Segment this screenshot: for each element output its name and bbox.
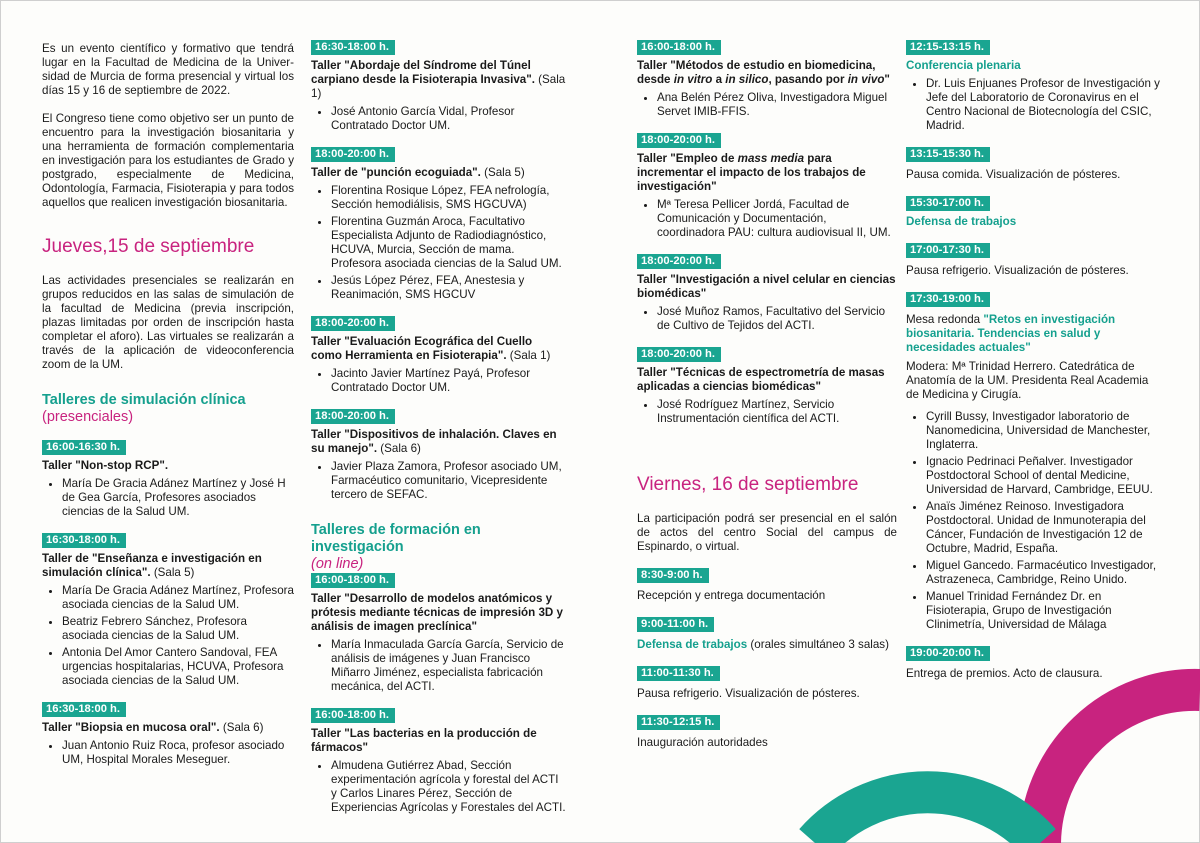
sim-title: Talleres de simulación clínica — [42, 392, 246, 408]
workshop-title-text: Taller "Dispositivos de inhalación. Claves en su manejo". — [311, 428, 557, 455]
workshop-list-2 — [311, 573, 566, 815]
schedule-block — [637, 666, 897, 701]
column-1 — [42, 42, 294, 770]
speaker-item: • Juan Antonio Ruiz Roca, profesor asociado UM, Hospital Morales Meseguer. — [62, 739, 294, 767]
speaker-item: • Manuel Trinidad Fernández Dr. en Fisioterapia, Grupo de Investigación Clinimetría, Universidad de Málaga — [926, 590, 1164, 632]
comida-text: Pausa comida. Visualización de pósteres. — [906, 168, 1121, 181]
time-badge: 18:00-20:00 h. — [637, 347, 721, 362]
speaker-list — [637, 398, 897, 426]
time-badge: 18:00-20:00 h. — [637, 133, 721, 148]
sim-section-title — [42, 392, 294, 426]
refrigerio-block — [906, 243, 1164, 278]
mesa-speakers — [906, 410, 1164, 632]
sim-subtitle: (presenciales) — [42, 409, 134, 425]
day2-description: La participación podrá ser presencial en el salón de actos del centro Social del campus de Espinardo, o virtual. — [637, 512, 897, 553]
speaker-list — [637, 91, 897, 119]
time-badge: 16:30-18:00 h. — [42, 533, 126, 548]
speaker-item: • José Antonio García Vidal, Profesor Contratado Doctor UM. — [331, 105, 566, 133]
schedule-text — [637, 687, 897, 701]
workshop-block — [637, 133, 897, 240]
speaker-list — [42, 477, 294, 519]
workshop-block — [42, 440, 294, 519]
formacion-title: Talleres de formación en investigación — [311, 522, 481, 555]
speaker-item: • Anaïs Jiménez Reinoso. Investigadora Postdoctoral. Unidad de Inmunoterapia del Cáncer, Fundación de Investigación 12 de Octubre, Madrid, España. — [926, 500, 1164, 556]
column-4 — [906, 40, 1164, 681]
mesa-moderator: Modera: Mª Trinidad Herrero. Catedrática de Anatomía de la UM. Presidenta Real Academia de Medicina y Cirugía. — [906, 360, 1149, 401]
workshop-title — [42, 552, 294, 580]
time-badge: 18:00-20:00 h. — [637, 254, 721, 269]
day1-title: Jueves,15 de septiembre — [42, 236, 255, 257]
speaker-list — [311, 105, 566, 133]
defensa-text: Defensa de trabajos — [906, 215, 1017, 228]
time-badge: 9:00-11:00 h. — [637, 617, 714, 632]
time-badge: 11:00-11:30 h. — [637, 666, 720, 681]
clausura-block — [906, 646, 1164, 681]
workshop-title-text: Taller "Abordaje del Síndrome del Túnel carpiano desde la Fisioterapia Invasiva". — [311, 59, 535, 86]
speaker-item: • Antonia Del Amor Cantero Sandoval, FEA urgencias hospitalarias, HCUVA, Profesora asociada ciencias de la Salud UM. — [62, 646, 294, 688]
mesa-heading — [906, 313, 1164, 355]
speaker-list — [311, 367, 566, 395]
time-badge: 17:00-17:30 h. — [906, 243, 990, 258]
workshop-title — [42, 459, 294, 473]
workshop-block — [637, 254, 897, 333]
time-badge: 16:30-18:00 h. — [311, 40, 395, 55]
time-badge: 16:00-18:00 h. — [637, 40, 721, 55]
workshop-list-3 — [637, 40, 897, 426]
schedule-block — [637, 568, 897, 603]
speaker-item: • Javier Plaza Zamora, Profesor asociado UM, Farmacéutico comunitario, Vicepresidente tercero de SEFAC. — [331, 460, 566, 502]
workshop-block — [637, 347, 897, 426]
day1-description: Las actividades presenciales se realizarán en grupos reducidos en las salas de simulación de la facultad de Medicina (previa inscripción, plazas limitadas por orden de inscripción hasta completar el aforo). Las virtuales se realizarán a través de la aplicación de videoconferencia zoom de la UM. — [42, 274, 294, 371]
teal-arc — [815, 792, 1040, 843]
speaker-item: • Ana Belén Pérez Oliva, Investigadora Miguel Servet IMIB-FFIS. — [657, 91, 897, 119]
workshop-title — [311, 592, 566, 634]
speaker-list — [311, 184, 566, 302]
workshop-title — [311, 428, 566, 456]
mesa-block — [906, 292, 1164, 632]
speaker-item: • Jesús López Pérez, FEA, Anestesia y Reanimación, SMS HGCUV — [331, 274, 566, 302]
speaker-item: • Jacinto Javier Martínez Payá, Profesor Contratado Doctor UM. — [331, 367, 566, 395]
speaker-item: • Almudena Gutiérrez Abad, Sección experimentación agrícola y forestal del ACTI y Carlos Linares Pérez, Sección de Experiencias Agrícolas y Forestales del ACTI. — [331, 759, 566, 815]
intro-paragraph-1: Es un evento científico y formativo que tendrá lugar en la Facultad de Medicina de la Univer-sidad de Murcia de forma presencial y virtual los días 15 y 16 de septiembre de 2022. — [42, 42, 294, 97]
schedule-detail: Inauguración autoridades — [637, 736, 768, 749]
workshop-title-part: Taller "Investigación a nivel celular en ciencias biomédicas" — [637, 273, 896, 300]
workshop-block — [311, 409, 566, 502]
column-3 — [637, 40, 897, 750]
time-badge: 18:00-20:00 h. — [311, 316, 395, 331]
speaker-list — [311, 759, 566, 815]
workshop-title — [42, 721, 294, 735]
workshop-title — [311, 59, 566, 101]
workshop-title-part: Taller "Métodos de estudio en biomedicina, desde — [637, 59, 876, 86]
refrigerio-text: Pausa refrigerio. Visualización de pósteres. — [906, 264, 1129, 277]
speaker-item: • María De Gracia Adánez Martínez y José H de Gea García, Profesores asociados ciencias de la Salud UM. — [62, 477, 294, 519]
comida-block — [906, 147, 1164, 182]
time-badge: 12:15-13:15 h. — [906, 40, 990, 55]
workshop-title — [311, 335, 566, 363]
speaker-list — [42, 739, 294, 767]
column-2 — [311, 40, 566, 818]
speaker-item: • María De Gracia Adánez Martínez, Profesora asociada ciencias de la Salud UM. — [62, 584, 294, 612]
day2-title: Viernes, 16 de septiembre — [637, 474, 859, 495]
speaker-list — [311, 638, 566, 694]
workshop-title-text: Taller "Las bacterias en la producción de fármacos" — [311, 727, 537, 754]
workshop-room: (Sala 5) — [480, 166, 525, 179]
time-badge: 13:15-15:30 h. — [906, 147, 990, 162]
time-badge: 18:00-20:00 h. — [311, 409, 395, 424]
magenta-arc — [1040, 690, 1200, 843]
workshop-room: (Sala 1) — [506, 349, 551, 362]
speaker-list — [42, 584, 294, 688]
schedule-detail: Pausa refrigerio. Visualización de pósteres. — [637, 687, 860, 700]
workshop-block — [311, 40, 566, 133]
workshop-title-part: in silico — [725, 73, 769, 86]
time-badge: 16:00-16:30 h. — [42, 440, 126, 455]
workshop-block — [42, 702, 294, 767]
workshop-title-part: Taller "Técnicas de espectrometría de masas aplicadas a ciencias biomédicas" — [637, 366, 885, 393]
workshop-title-text: Taller "Biopsia en mucosa oral". — [42, 721, 220, 734]
schedule-detail: Recepción y entrega documentación — [637, 589, 826, 602]
workshop-title-text: Taller de "Enseñanza e investigación en simulación clínica". — [42, 552, 262, 579]
sim-list — [42, 440, 294, 767]
schedule-highlight: Defensa de trabajos — [637, 638, 748, 651]
workshop-title-part: in vitro — [673, 73, 713, 86]
defensa-block — [906, 196, 1164, 229]
mesa-title: "Retos en investigación biosanitaria. Tendencias en salud y necesidades actuales" — [906, 313, 1116, 354]
workshop-title — [637, 59, 897, 87]
workshop-title — [637, 273, 897, 301]
workshop-title-text: Taller "Evaluación Ecográfica del Cuello como Herramienta en Fisioterapia". — [311, 335, 533, 362]
time-badge: 11:30-12:15 h. — [637, 715, 720, 730]
speaker-item: • Florentina Guzmán Aroca, Facultativo Especialista Adjunto de Radiodiagnóstico, HCUVA, Murcia, Sección de mama. Profesora asociada ciencias de la Salud UM. — [331, 215, 566, 271]
intro-paragraph-2: El Congreso tiene como objetivo ser un punto de encuentro para la investigación biosanitaria y una herramienta de formación complementaria en investigación para los estudiantes de Grado y postgrado, especialmente de Medicina, Odontología, Farmacia, Fisioterapia y para todos aquellos que realicen investigación biosanitaria. — [42, 112, 294, 209]
workshop-title — [637, 152, 897, 194]
speaker-list — [311, 460, 566, 502]
workshop-block — [311, 147, 566, 302]
time-badge: 15:30-17:00 h. — [906, 196, 990, 211]
schedule-detail: (orales simultáneo 3 salas) — [747, 638, 889, 651]
workshop-title-part: mass media — [737, 152, 805, 165]
workshop-title-part: Taller "Empleo de — [637, 152, 738, 165]
workshop-list-1 — [311, 40, 566, 502]
workshop-title-text: Taller "Desarrollo de modelos anatómicos y prótesis mediante técnicas de impresión 3D y análisis de imagen preclínica" — [311, 592, 563, 633]
workshop-block — [311, 573, 566, 694]
workshop-title — [311, 166, 566, 180]
speaker-item: • Cyrill Bussy, Investigador laboratorio de Nanomedicina, Universidad de Manchester, Inglaterra. — [926, 410, 1164, 452]
plenaria-title: Conferencia plenaria — [906, 59, 1021, 72]
speaker-item: • Miguel Gancedo. Farmacéutico Investigador, Astrazeneca, Cambridge, Reino Unido. — [926, 559, 1164, 587]
formacion-subtitle: (on line) — [311, 556, 364, 572]
clausura-text: Entrega de premios. Acto de clausura. — [906, 667, 1103, 680]
schedule-text — [637, 638, 897, 652]
speaker-item: • Ignacio Pedrinaci Peñalver. Investigador Postdoctoral School of dental Medicine, Universidad de Harvard, Cambridge, EEUU. — [926, 455, 1164, 497]
speaker-list — [637, 305, 897, 333]
schedule-text — [637, 589, 897, 603]
workshop-title-part: a — [712, 73, 726, 86]
workshop-room: (Sala 6) — [219, 721, 264, 734]
workshop-title-text: Taller de "punción ecoguiada". — [311, 166, 481, 179]
time-badge: 19:00-20:00 h. — [906, 646, 990, 661]
workshop-room: (Sala 5) — [150, 566, 195, 579]
friday-schedule — [637, 568, 897, 750]
schedule-block — [637, 715, 897, 750]
time-badge: 18:00-20:00 h. — [311, 147, 395, 162]
speaker-item: • Florentina Rosique López, FEA nefrología, Sección hemodiálisis, SMS HGCUVA) — [331, 184, 566, 212]
workshop-block — [311, 708, 566, 815]
workshop-title-text: Taller "Non-stop RCP". — [42, 459, 169, 472]
workshop-title-part: para incrementar el impacto de los trabajos de investigación" — [637, 152, 866, 193]
speaker-item: • Beatriz Febrero Sánchez, Profesora asociada ciencias de la Salud UM. — [62, 615, 294, 643]
time-badge: 8:30-9:00 h. — [637, 568, 709, 583]
workshop-title-part: " — [884, 73, 890, 86]
time-badge: 16:30-18:00 h. — [42, 702, 126, 717]
speaker-item: • Mª Teresa Pellicer Jordá, Facultad de Comunicación y Documentación, coordinadora PAU: cultura audiovisual II, UM. — [657, 198, 897, 240]
time-badge: 17:30-19:00 h. — [906, 292, 990, 307]
workshop-room: (Sala 1) — [311, 73, 566, 100]
speaker-item: • María Inmaculada García García, Servicio de análisis de imágenes y Juan Francisco Miñarro Jiménez, especialista fabricación mecánica, del ACTI. — [331, 638, 566, 694]
schedule-block — [637, 617, 897, 652]
workshop-block — [311, 316, 566, 395]
workshop-title-part: , pasando por — [768, 73, 848, 86]
mesa-label: Mesa redonda — [906, 313, 984, 326]
workshop-title — [311, 727, 566, 755]
workshop-block — [637, 40, 897, 119]
speaker-item: • José Muñoz Ramos, Facultativo del Servicio de Cultivo de Tejidos del ACTI. — [657, 305, 897, 333]
time-badge: 16:00-18:00 h. — [311, 708, 395, 723]
speaker-item: • José Rodríguez Martínez, Servicio Instrumentación científica del ACTI. — [657, 398, 897, 426]
schedule-text — [637, 736, 897, 750]
workshop-room: (Sala 6) — [377, 442, 421, 455]
formacion-section-title — [311, 522, 566, 573]
workshop-title — [637, 366, 897, 394]
plenaria-speakers — [906, 77, 1164, 133]
plenaria-block — [906, 40, 1164, 133]
time-badge: 16:00-18:00 h. — [311, 573, 395, 588]
speaker-list — [637, 198, 897, 240]
speaker-item: • Dr. Luis Enjuanes Profesor de Investigación y Jefe del Laboratorio de Coronavirus en el Centro Nacional de Biotecnología del CSIC, Madrid. — [926, 77, 1164, 133]
workshop-title-part: in vivo — [847, 73, 885, 86]
workshop-block — [42, 533, 294, 688]
